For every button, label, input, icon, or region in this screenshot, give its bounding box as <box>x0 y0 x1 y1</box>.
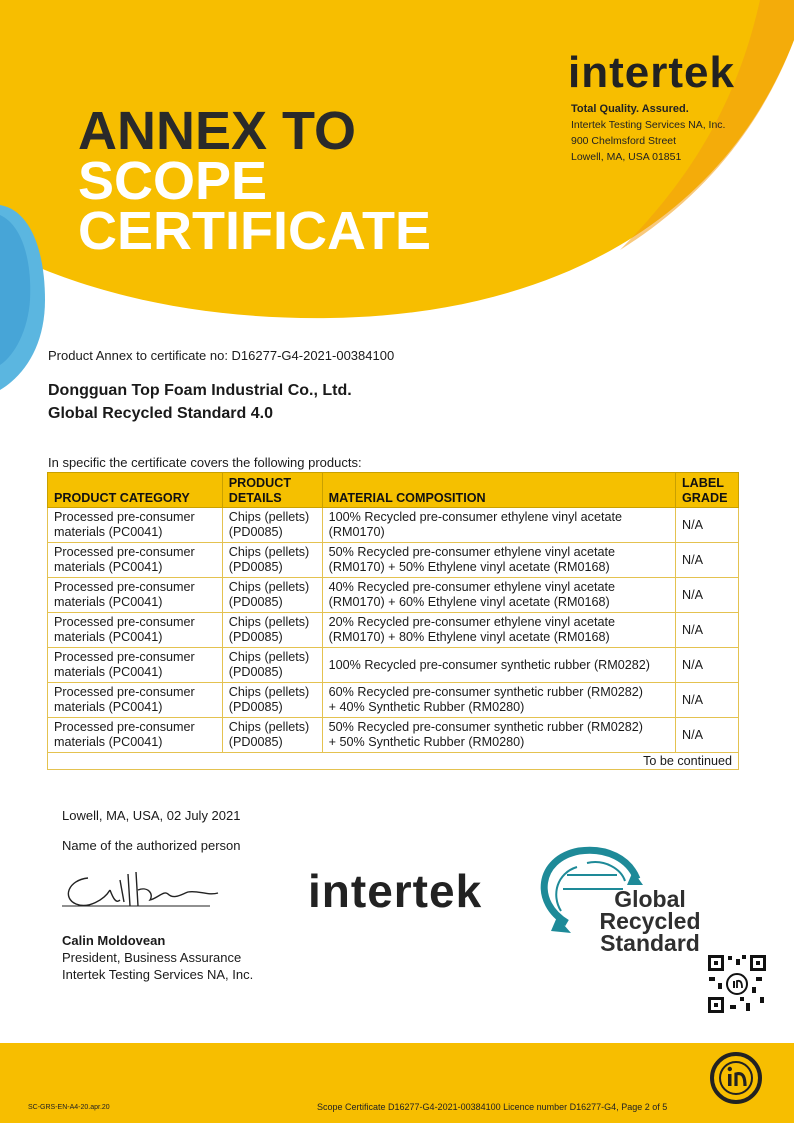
cell-category: Processed pre-consumer materials (PC0041) <box>48 718 223 753</box>
cell-details: Chips (pellets) (PD0085) <box>222 648 322 683</box>
intro-text: In specific the certificate covers the following products: <box>48 455 362 470</box>
products-table <box>47 472 739 770</box>
signer-organization: Intertek Testing Services NA, Inc. <box>62 967 254 982</box>
header-details: PRODUCT DETAILS <box>222 473 322 508</box>
cell-composition: 50% Recycled pre-consumer synthetic rubber (RM0282) + 50% Synthetic Rubber (RM0280) <box>322 718 675 753</box>
cell-grade: N/A <box>675 508 738 543</box>
cell-details: Chips (pellets) (PD0085) <box>222 578 322 613</box>
table-row <box>48 648 739 683</box>
cell-composition: 100% Recycled pre-consumer synthetic rubber (RM0282) <box>322 648 675 683</box>
table-row <box>48 508 739 543</box>
cell-details: Chips (pellets) (PD0085) <box>222 508 322 543</box>
table-row <box>48 683 739 718</box>
table-row <box>48 613 739 648</box>
cell-grade: N/A <box>675 543 738 578</box>
cell-details: Chips (pellets) (PD0085) <box>222 543 322 578</box>
cell-category: Processed pre-consumer materials (PC0041) <box>48 613 223 648</box>
place-date: Lowell, MA, USA, 02 July 2021 <box>62 808 241 823</box>
cell-details: Chips (pellets) (PD0085) <box>222 683 322 718</box>
to-be-continued: To be continued <box>48 753 739 770</box>
intertek-mark-icon <box>706 1048 766 1108</box>
cell-grade: N/A <box>675 718 738 753</box>
form-code: SC-GRS-EN-A4-20.apr.20 <box>28 1104 110 1111</box>
cell-grade: N/A <box>675 648 738 683</box>
intertek-logo-center: intertek <box>286 854 490 934</box>
table-row <box>48 718 739 753</box>
cell-category: Processed pre-consumer materials (PC0041) <box>48 578 223 613</box>
address-line-1: Intertek Testing Services NA, Inc. <box>571 119 726 131</box>
intertek-logo: intertek <box>568 48 735 97</box>
signer-name: Calin Moldovean <box>62 933 166 948</box>
header-grade: LABEL GRADE <box>675 473 738 508</box>
qr-code <box>706 953 768 1015</box>
cell-category: Processed pre-consumer materials (PC0041) <box>48 648 223 683</box>
certificate-number: Product Annex to certificate no: D16277-G4-2021-00384100 <box>48 348 395 363</box>
address-line-3: Lowell, MA, USA 01851 <box>571 151 682 163</box>
cell-category: Processed pre-consumer materials (PC0041) <box>48 543 223 578</box>
cell-details: Chips (pellets) (PD0085) <box>222 718 322 753</box>
title-line-3: CERTIFICATE <box>78 201 431 261</box>
cell-category: Processed pre-consumer materials (PC0041) <box>48 683 223 718</box>
continued-row <box>48 753 739 770</box>
table-row <box>48 578 739 613</box>
cell-composition: 40% Recycled pre-consumer ethylene vinyl acetate (RM0170) + 60% Ethylene vinyl acetate (RM0168) <box>322 578 675 613</box>
cell-details: Chips (pellets) (PD0085) <box>222 613 322 648</box>
cell-composition: 50% Recycled pre-consumer ethylene vinyl acetate (RM0170) + 50% Ethylene vinyl acetate (RM0168) <box>322 543 675 578</box>
cell-grade: N/A <box>675 613 738 648</box>
standard-name: Global Recycled Standard 4.0 <box>48 405 273 422</box>
title-line-1: ANNEX TO <box>78 101 357 161</box>
title-line-2: SCOPE <box>78 151 268 211</box>
table-header-row <box>48 473 739 508</box>
cell-category: Processed pre-consumer materials (PC0041) <box>48 508 223 543</box>
address-line-2: 900 Chelmsford Street <box>571 135 677 147</box>
cell-composition: 60% Recycled pre-consumer synthetic rubber (RM0282) + 40% Synthetic Rubber (RM0280) <box>322 683 675 718</box>
signature-image <box>58 860 248 920</box>
header-category: PRODUCT CATEGORY <box>48 473 223 508</box>
tagline: Total Quality. Assured. <box>571 103 689 115</box>
cell-grade: N/A <box>675 578 738 613</box>
footer-text: Scope Certificate D16277-G4-2021-00384100 Licence number D16277-G4, Page 2 of 5 <box>317 1102 668 1112</box>
cell-grade: N/A <box>675 683 738 718</box>
grs-logo-text: Global Recycled Standard <box>599 886 701 956</box>
signer-title: President, Business Assurance <box>62 950 242 965</box>
company-name: Dongguan Top Foam Industrial Co., Ltd. <box>48 382 352 399</box>
cell-composition: 20% Recycled pre-consumer ethylene vinyl acetate (RM0170) + 80% Ethylene vinyl acetate (RM0168) <box>322 613 675 648</box>
table-row <box>48 543 739 578</box>
authorized-person-label: Name of the authorized person <box>62 838 241 853</box>
cell-composition: 100% Recycled pre-consumer ethylene vinyl acetate (RM0170) <box>322 508 675 543</box>
header-composition: MATERIAL COMPOSITION <box>322 473 675 508</box>
